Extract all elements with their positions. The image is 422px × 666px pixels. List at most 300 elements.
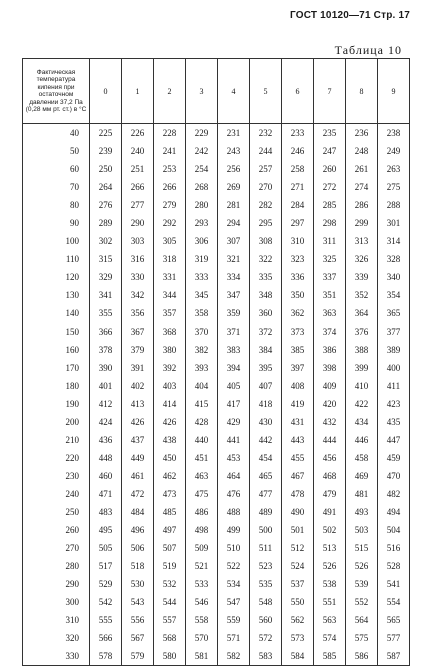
table-row (23, 160, 410, 178)
table-cell: 455 (282, 449, 314, 467)
table-cell: 558 (186, 611, 218, 629)
table-cell: 357 (154, 304, 186, 322)
table-cell: 473 (154, 485, 186, 503)
table-cell: 307 (218, 232, 250, 250)
table-cell: 450 (154, 449, 186, 467)
table-cell: 384 (250, 341, 282, 359)
row-temperature: 330 (23, 647, 90, 666)
table-cell: 471 (90, 485, 122, 503)
table-cell: 393 (186, 359, 218, 377)
row-temperature: 320 (23, 629, 90, 647)
table-cell: 537 (282, 575, 314, 593)
row-temperature: 90 (23, 214, 90, 232)
table-cell: 446 (346, 431, 378, 449)
table-cell: 398 (314, 359, 346, 377)
table-cell: 501 (282, 521, 314, 539)
table-cell: 478 (282, 485, 314, 503)
table-cell: 249 (378, 142, 410, 160)
table-cell: 562 (282, 611, 314, 629)
table-cell: 303 (122, 232, 154, 250)
table-cell: 521 (186, 557, 218, 575)
table-cell: 451 (186, 449, 218, 467)
row-temperature: 200 (23, 413, 90, 431)
table-cell: 321 (218, 250, 250, 268)
header-row (23, 59, 410, 124)
table-cell: 323 (282, 250, 314, 268)
table-cell: 517 (90, 557, 122, 575)
table-cell: 329 (90, 268, 122, 286)
table-cell: 447 (378, 431, 410, 449)
table-cell: 556 (122, 611, 154, 629)
table-cell: 516 (378, 539, 410, 557)
table-cell: 432 (314, 413, 346, 431)
table-cell: 434 (346, 413, 378, 431)
row-temperature: 70 (23, 178, 90, 196)
table-cell: 360 (250, 304, 282, 322)
table-cell: 560 (250, 611, 282, 629)
table-cell: 465 (250, 467, 282, 485)
table-cell: 577 (378, 629, 410, 647)
table-cell: 225 (90, 124, 122, 143)
table-cell: 568 (154, 629, 186, 647)
table-cell: 363 (314, 304, 346, 322)
table-cell: 390 (90, 359, 122, 377)
table-cell: 412 (90, 395, 122, 413)
table-cell: 264 (90, 178, 122, 196)
table-cell: 282 (250, 196, 282, 214)
table-cell: 548 (250, 593, 282, 611)
table-cell: 263 (378, 160, 410, 178)
table-cell: 228 (154, 124, 186, 143)
table-cell: 585 (314, 647, 346, 666)
table-row (23, 214, 410, 232)
row-temperature: 300 (23, 593, 90, 611)
table-cell: 493 (346, 503, 378, 521)
table-cell: 319 (186, 250, 218, 268)
table-cell: 294 (218, 214, 250, 232)
table-cell: 481 (346, 485, 378, 503)
table-cell: 256 (218, 160, 250, 178)
table-cell: 443 (282, 431, 314, 449)
table-cell: 429 (218, 413, 250, 431)
table-cell: 411 (378, 377, 410, 395)
table-row (23, 124, 410, 143)
table-cell: 362 (282, 304, 314, 322)
table-cell: 271 (282, 178, 314, 196)
table-cell: 372 (250, 323, 282, 341)
table-cell: 437 (122, 431, 154, 449)
table-cell: 268 (186, 178, 218, 196)
table-cell: 407 (250, 377, 282, 395)
table-cell: 386 (314, 341, 346, 359)
table-cell: 579 (122, 647, 154, 666)
table-cell: 523 (250, 557, 282, 575)
table-cell: 509 (186, 539, 218, 557)
table-cell: 418 (250, 395, 282, 413)
table-cell: 526 (346, 557, 378, 575)
table-cell: 449 (122, 449, 154, 467)
table-cell: 377 (378, 323, 410, 341)
table-cell: 350 (282, 286, 314, 304)
row-temperature: 130 (23, 286, 90, 304)
digit-column-header: 3 (186, 59, 218, 124)
table-cell: 543 (122, 593, 154, 611)
table-row (23, 232, 410, 250)
table-cell: 440 (186, 431, 218, 449)
table-cell: 276 (90, 196, 122, 214)
table-cell: 247 (314, 142, 346, 160)
table-row (23, 341, 410, 359)
table-cell: 572 (250, 629, 282, 647)
table-cell: 379 (122, 341, 154, 359)
table-row (23, 359, 410, 377)
table-cell: 578 (90, 647, 122, 666)
digit-column-header: 8 (346, 59, 378, 124)
table-cell: 475 (186, 485, 218, 503)
row-temperature: 270 (23, 539, 90, 557)
table-cell: 373 (282, 323, 314, 341)
table-cell: 235 (314, 124, 346, 143)
table-cell: 499 (218, 521, 250, 539)
table-cell: 292 (154, 214, 186, 232)
table-cell: 504 (378, 521, 410, 539)
table-cell: 355 (90, 304, 122, 322)
table-cell: 438 (154, 431, 186, 449)
table-cell: 551 (314, 593, 346, 611)
table-cell: 530 (122, 575, 154, 593)
table-cell: 524 (282, 557, 314, 575)
table-cell: 483 (90, 503, 122, 521)
table-cell: 395 (250, 359, 282, 377)
table-cell: 413 (122, 395, 154, 413)
table-cell: 538 (314, 575, 346, 593)
stub-column-header: Фактическая температура кипения при остаточном давлении 37,2 Па (0,28 мм рт. ст.) в °С (23, 59, 90, 124)
table-cell: 345 (186, 286, 218, 304)
table-cell: 231 (218, 124, 250, 143)
table-cell: 532 (154, 575, 186, 593)
table-cell: 365 (378, 304, 410, 322)
table-cell: 555 (90, 611, 122, 629)
table-row (23, 629, 410, 647)
table-cell: 341 (90, 286, 122, 304)
table-cell: 435 (378, 413, 410, 431)
table-cell: 515 (346, 539, 378, 557)
table-cell: 352 (346, 286, 378, 304)
table-cell: 488 (218, 503, 250, 521)
table-cell: 426 (154, 413, 186, 431)
table-cell: 382 (186, 341, 218, 359)
table-cell: 459 (378, 449, 410, 467)
table-cell: 511 (250, 539, 282, 557)
row-temperature: 290 (23, 575, 90, 593)
table-cell: 239 (90, 142, 122, 160)
table-cell: 232 (250, 124, 282, 143)
data-table-container (22, 58, 410, 666)
table-row (23, 286, 410, 304)
table-cell: 306 (186, 232, 218, 250)
table-cell: 354 (378, 286, 410, 304)
table-cell: 419 (282, 395, 314, 413)
table-row (23, 467, 410, 485)
table-cell: 246 (282, 142, 314, 160)
page-header: ГОСТ 10120—71 Стр. 17 (290, 10, 410, 21)
table-cell: 284 (282, 196, 314, 214)
table-cell: 315 (90, 250, 122, 268)
table-cell: 336 (282, 268, 314, 286)
table-cell: 405 (218, 377, 250, 395)
table-cell: 290 (122, 214, 154, 232)
table-cell: 358 (186, 304, 218, 322)
table-cell: 498 (186, 521, 218, 539)
table-cell: 456 (314, 449, 346, 467)
table-cell: 344 (154, 286, 186, 304)
row-temperature: 150 (23, 323, 90, 341)
table-cell: 229 (186, 124, 218, 143)
table-cell: 330 (122, 268, 154, 286)
table-cell: 458 (346, 449, 378, 467)
table-row (23, 593, 410, 611)
table-cell: 564 (346, 611, 378, 629)
table-cell: 241 (154, 142, 186, 160)
table-row (23, 449, 410, 467)
table-cell: 328 (378, 250, 410, 268)
table-cell: 266 (154, 178, 186, 196)
row-temperature: 230 (23, 467, 90, 485)
table-cell: 322 (250, 250, 282, 268)
table-cell: 258 (282, 160, 314, 178)
table-cell: 334 (218, 268, 250, 286)
table-cell: 391 (122, 359, 154, 377)
table-cell: 552 (346, 593, 378, 611)
table-cell: 484 (122, 503, 154, 521)
table-cell: 583 (250, 647, 282, 666)
table-cell: 522 (218, 557, 250, 575)
table-cell: 397 (282, 359, 314, 377)
table-cell: 479 (314, 485, 346, 503)
table-cell: 240 (122, 142, 154, 160)
row-temperature: 280 (23, 557, 90, 575)
table-cell: 477 (250, 485, 282, 503)
table-cell: 417 (218, 395, 250, 413)
digit-column-header: 0 (90, 59, 122, 124)
table-cell: 575 (346, 629, 378, 647)
table-cell: 266 (122, 178, 154, 196)
table-cell: 410 (346, 377, 378, 395)
digit-column-header: 7 (314, 59, 346, 124)
digit-column-header: 1 (122, 59, 154, 124)
table-row (23, 539, 410, 557)
table-cell: 573 (282, 629, 314, 647)
table-cell: 469 (346, 467, 378, 485)
table-cell: 348 (250, 286, 282, 304)
table-cell: 510 (218, 539, 250, 557)
table-header (23, 59, 410, 124)
table-cell: 580 (154, 647, 186, 666)
table-cell: 490 (282, 503, 314, 521)
table-cell: 347 (218, 286, 250, 304)
table-cell: 383 (218, 341, 250, 359)
row-temperature: 50 (23, 142, 90, 160)
table-row (23, 304, 410, 322)
table-cell: 293 (186, 214, 218, 232)
table-cell: 497 (154, 521, 186, 539)
table-cell: 424 (90, 413, 122, 431)
table-cell: 541 (378, 575, 410, 593)
table-cell: 546 (186, 593, 218, 611)
table-cell: 584 (282, 647, 314, 666)
table-cell: 370 (186, 323, 218, 341)
table-cell: 270 (250, 178, 282, 196)
table-cell: 506 (122, 539, 154, 557)
table-cell: 299 (346, 214, 378, 232)
table-cell: 442 (250, 431, 282, 449)
table-cell: 428 (186, 413, 218, 431)
table-cell: 570 (186, 629, 218, 647)
table-cell: 371 (218, 323, 250, 341)
table-cell: 505 (90, 539, 122, 557)
table-cell: 529 (90, 575, 122, 593)
table-cell: 342 (122, 286, 154, 304)
table-cell: 539 (346, 575, 378, 593)
table-cell: 403 (154, 377, 186, 395)
table-cell: 285 (314, 196, 346, 214)
table-cell: 274 (346, 178, 378, 196)
table-row (23, 557, 410, 575)
table-cell: 422 (346, 395, 378, 413)
table-cell: 226 (122, 124, 154, 143)
table-cell: 248 (346, 142, 378, 160)
table-cell: 340 (378, 268, 410, 286)
table-row (23, 142, 410, 160)
table-cell: 559 (218, 611, 250, 629)
table-cell: 366 (90, 323, 122, 341)
table-cell: 288 (378, 196, 410, 214)
table-cell: 485 (154, 503, 186, 521)
table-caption: Таблица 10 (334, 43, 402, 57)
table-cell: 519 (154, 557, 186, 575)
digit-column-header: 2 (154, 59, 186, 124)
table-cell: 236 (346, 124, 378, 143)
table-cell: 261 (346, 160, 378, 178)
row-temperature: 140 (23, 304, 90, 322)
table-cell: 242 (186, 142, 218, 160)
table-cell: 269 (218, 178, 250, 196)
table-cell: 503 (346, 521, 378, 539)
table-row (23, 395, 410, 413)
table-cell: 351 (314, 286, 346, 304)
table-cell: 376 (346, 323, 378, 341)
table-cell: 302 (90, 232, 122, 250)
row-temperature: 260 (23, 521, 90, 539)
table-cell: 441 (218, 431, 250, 449)
table-row (23, 196, 410, 214)
row-temperature: 60 (23, 160, 90, 178)
table-cell: 542 (90, 593, 122, 611)
table-cell: 489 (250, 503, 282, 521)
table-row (23, 521, 410, 539)
table-cell: 295 (250, 214, 282, 232)
row-temperature: 40 (23, 124, 90, 143)
table-cell: 535 (250, 575, 282, 593)
table-cell: 534 (218, 575, 250, 593)
table-cell: 316 (122, 250, 154, 268)
table-cell: 308 (250, 232, 282, 250)
table-cell: 389 (378, 341, 410, 359)
table-cell: 385 (282, 341, 314, 359)
digit-column-header: 6 (282, 59, 314, 124)
table-cell: 426 (122, 413, 154, 431)
table-cell: 463 (186, 467, 218, 485)
table-cell: 415 (186, 395, 218, 413)
row-temperature: 170 (23, 359, 90, 377)
table-cell: 502 (314, 521, 346, 539)
table-cell: 495 (90, 521, 122, 539)
table-cell: 335 (250, 268, 282, 286)
table-row (23, 611, 410, 629)
table-cell: 318 (154, 250, 186, 268)
table-cell: 301 (378, 214, 410, 232)
row-temperature: 190 (23, 395, 90, 413)
table-cell: 461 (122, 467, 154, 485)
table-cell: 298 (314, 214, 346, 232)
table-row (23, 503, 410, 521)
row-temperature: 160 (23, 341, 90, 359)
table-cell: 368 (154, 323, 186, 341)
table-row (23, 575, 410, 593)
table-cell: 281 (218, 196, 250, 214)
table-cell: 581 (186, 647, 218, 666)
table-cell: 378 (90, 341, 122, 359)
table-cell: 367 (122, 323, 154, 341)
table-cell: 512 (282, 539, 314, 557)
digit-column-header: 9 (378, 59, 410, 124)
table-cell: 468 (314, 467, 346, 485)
table-cell: 587 (378, 647, 410, 666)
table-cell: 557 (154, 611, 186, 629)
table-cell: 356 (122, 304, 154, 322)
row-temperature: 180 (23, 377, 90, 395)
table-cell: 238 (378, 124, 410, 143)
table-cell: 364 (346, 304, 378, 322)
table-cell: 331 (154, 268, 186, 286)
table-cell: 431 (282, 413, 314, 431)
table-row (23, 377, 410, 395)
table-cell: 574 (314, 629, 346, 647)
table-cell: 275 (378, 178, 410, 196)
table-cell: 374 (314, 323, 346, 341)
row-temperature: 80 (23, 196, 90, 214)
table-cell: 289 (90, 214, 122, 232)
table-cell: 486 (186, 503, 218, 521)
table-cell: 394 (218, 359, 250, 377)
table-cell: 554 (378, 593, 410, 611)
table-cell: 333 (186, 268, 218, 286)
table-cell: 404 (186, 377, 218, 395)
table-cell: 272 (314, 178, 346, 196)
row-temperature: 100 (23, 232, 90, 250)
row-temperature: 210 (23, 431, 90, 449)
table-cell: 565 (378, 611, 410, 629)
digit-column-header: 4 (218, 59, 250, 124)
table-cell: 423 (378, 395, 410, 413)
table-cell: 359 (218, 304, 250, 322)
table-cell: 476 (218, 485, 250, 503)
table-cell: 491 (314, 503, 346, 521)
table-cell: 507 (154, 539, 186, 557)
row-temperature: 110 (23, 250, 90, 268)
table-cell: 280 (186, 196, 218, 214)
table-row (23, 323, 410, 341)
